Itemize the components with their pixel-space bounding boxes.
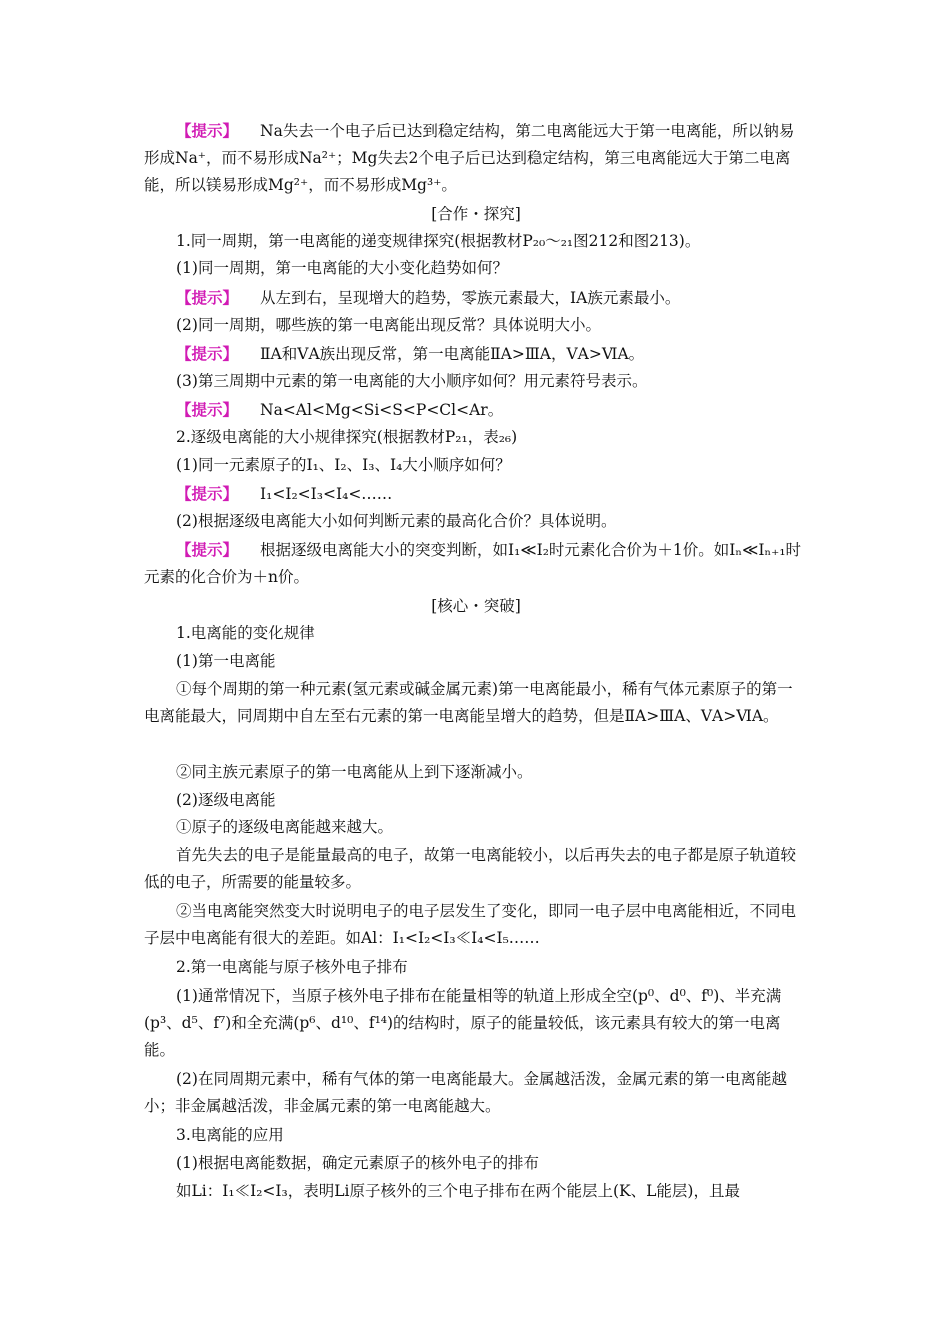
core-paragraph-1-2a: ①原子的逐级电离能越来越大。 xyxy=(176,818,394,836)
core-paragraph-3-2: 如Li：I₁≪I₂<I₃，表明Li原子核外的三个电子排布在两个能层上(K、L能层)，且最 xyxy=(176,1182,740,1200)
core-subheading-1-1: (1)第一电离能 xyxy=(176,652,276,670)
question-2: 2.逐级电离能的大小规律探究(根据教材P₂₁，表₂₆) xyxy=(176,428,518,446)
tip-paragraph-1 xyxy=(144,117,808,199)
question-2-1: (1)同一元素原子的I₁、I₂、I₃、I₄大小顺序如何？ xyxy=(176,456,511,474)
core-paragraph-1-2b: 首先失去的电子是能量最高的电子，故第一电离能较小，以后再失去的电子都是原子轨道较低的电子，所需要的能量较多。 xyxy=(144,846,797,891)
core-heading-3: 3.电离能的应用 xyxy=(176,1126,284,1144)
core-paragraph-2-2: (2)在同周期元素中，稀有气体的第一电离能最大。金属越活泼，金属元素的第一电离能越小；非金属越活泼，非金属元素的第一电离能越大。 xyxy=(144,1070,787,1115)
tip-label: 【提示】 xyxy=(176,484,239,503)
tip-label: 【提示】 xyxy=(176,540,239,559)
core-paragraph-3-1: (1)根据电离能数据，确定元素原子的核外电子的排布 xyxy=(176,1154,539,1172)
answer-2-2 xyxy=(144,536,808,591)
question-1-1: (1)同一周期，第一电离能的大小变化趋势如何？ xyxy=(176,259,508,277)
answer-1-2 xyxy=(144,340,808,368)
question-1-2: (2)同一周期，哪些族的第一电离能出现反常？具体说明大小。 xyxy=(176,316,601,334)
answer-text: ⅡA和ⅤA族出现反常，第一电离能ⅡA>ⅢA，ⅤA>ⅥA。 xyxy=(260,345,645,363)
answer-text: 从左到右，呈现增大的趋势，零族元素最大，ⅠA族元素最小。 xyxy=(260,289,681,307)
core-heading-1: 1.电离能的变化规律 xyxy=(176,624,315,642)
question-1: 1.同一周期，第一电离能的递变规律探究(根据教材P₂₀～₂₁图212和图213)。 xyxy=(176,232,701,250)
tip-label: 【提示】 xyxy=(176,344,239,363)
tip-text: Na失去一个电子后已达到稳定结构，第二电离能远大于第一电离能，所以钠易形成Na⁺，而不易形成Na²⁺；Mg失去2个电子后已达到稳定结构，第三电离能远大于第二电离能，所以镁易形成Mg²⁺，而不易形成Mg³⁺。 xyxy=(144,122,795,194)
core-paragraph-1-1a: ①每个周期的第一种元素(氢元素或碱金属元素)第一电离能最小，稀有气体元素原子的第一电离能最大，同周期中自左至右元素的第一电离能呈增大的趋势，但是ⅡA>ⅢA、ⅤA>ⅥA。 xyxy=(144,680,793,725)
answer-text: Na<Al<Mg<Si<S<P<Cl<Ar。 xyxy=(260,401,504,419)
answer-2-1 xyxy=(144,480,808,508)
question-1-3: (3)第三周期中元素的第一电离能的大小顺序如何？用元素符号表示。 xyxy=(176,372,648,390)
core-paragraph-1-2c: ②当电离能突然变大时说明电子的电子层发生了变化，即同一电子层中电离能相近，不同电子层中电离能有很大的差距。如Al：I₁<I₂<I₃≪I₄<I₅…… xyxy=(144,902,797,947)
core-subheading-1-2: (2)逐级电离能 xyxy=(176,791,276,809)
core-paragraph-2-1: (1)通常情况下，当原子核外电子排布在能量相等的轨道上形成全空(p⁰、d⁰、f⁰)、半充满(p³、d⁵、f⁷)和全充满(p⁶、d¹⁰、f¹⁴)的结构时，原子的能量较低，该元素具有较大的第一电离能。 xyxy=(144,987,782,1059)
tip-label: 【提示】 xyxy=(176,400,239,419)
answer-1-3 xyxy=(144,396,808,424)
section-heading-hexin: [核心・突破] xyxy=(431,597,521,615)
core-paragraph-1-1b: ②同主族元素原子的第一电离能从上到下逐渐减小。 xyxy=(176,763,533,781)
tip-label: 【提示】 xyxy=(176,121,239,140)
tip-label: 【提示】 xyxy=(176,288,239,307)
core-heading-2: 2.第一电离能与原子核外电子排布 xyxy=(176,958,408,976)
question-2-2: (2)根据逐级电离能大小如何判断元素的最高化合价？具体说明。 xyxy=(176,512,617,530)
answer-1-1 xyxy=(144,284,808,312)
answer-text: I₁<I₂<I₃<I₄<…… xyxy=(260,485,393,503)
section-heading-hezuo: [合作・探究] xyxy=(431,205,521,223)
answer-text: 根据逐级电离能大小的突变判断，如I₁≪I₂时元素化合价为＋1价。如Iₙ≪Iₙ₊₁时元素的化合价为＋n价。 xyxy=(144,541,802,586)
